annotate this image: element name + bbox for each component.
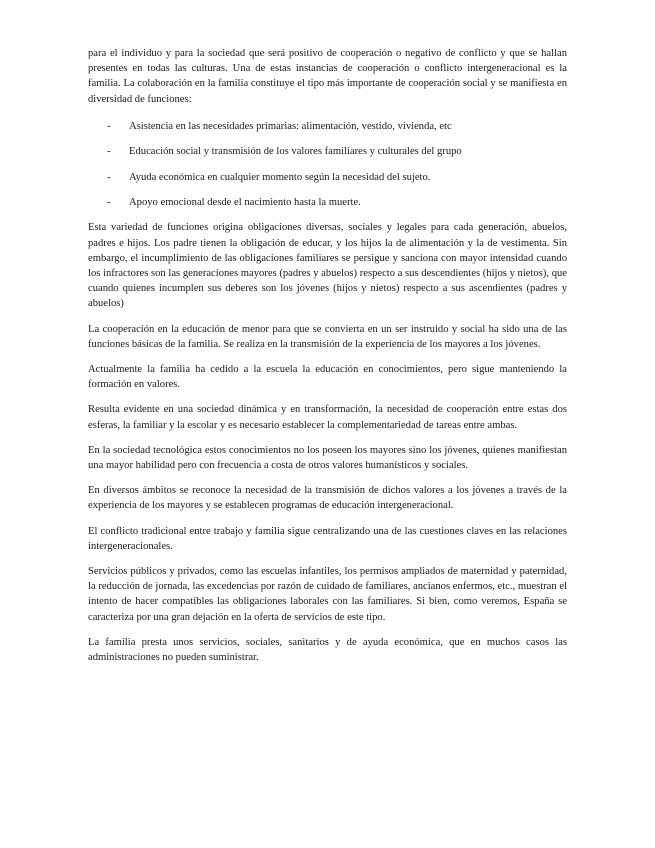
paragraph-work-family-conflict: El conflicto tradicional entre trabajo y familia sigue centralizando una de las cuestiones claves en las relaciones intergeneracionales. (88, 525, 567, 552)
paragraph-obligations: Esta variedad de funciones origina obligaciones diversas, sociales y legales para cada generación, abuelos, padres e hijos. Los padre tienen la obligación de educar, y los hijos la de alimentación y la de vestimenta. Sin embargo, el incumplimiento de las obligaciones familiares se persigue y sanciona con mayor intensidad cuando los infractores son las generaciones mayores (padres y abuelos) respecto a sus descendientes (hijos y nietos), que cuando quienes incumplen sus deberes son los jóvenes (hijos y nietos) respecto a sus ascendientes (padres y abuelos) (88, 222, 567, 310)
paragraph-services: Servicios públicos y privados, como las escuelas infantiles, los permisos ampliados de maternidad y paternidad, la reducción de jornada, las excedencias por razón de cuidado de familiares, ancianos enfermos, etc., muestran el intento de hacer compatibles las obligaciones laborales con las familiares. Si bien, como veremos, España se caracteriza por una gran dejación en la oferta de servicios de este tipo. (88, 566, 567, 623)
paragraph-technological-society: En la sociedad tecnológica estos conocimientos no los poseen los mayores sino los jóvenes, quienes manifiestan una mayor habilidad pero con frecuencia a costa de otros valores humanísticos y sociales. (88, 444, 567, 472)
list-item (88, 144, 567, 159)
list-item-text: Educación social y transmisión de los valores familiares y culturales del grupo (129, 146, 462, 158)
list-item-text: Ayuda económica en cualquier momento según la necesidad del sujeto. (129, 171, 431, 183)
functions-list (88, 119, 567, 210)
bullet-marker: - (107, 120, 111, 132)
list-item (88, 195, 567, 210)
intro-paragraph: para el individuo y para la sociedad que será positivo de cooperación o negativo de conflicto y que se hallan presentes en todas las culturas. Una de estas instancias de cooperación o conflicto intergeneracional es la familia. La colaboración en la familia constituye el tipo más importante de cooperación social y se manifiesta en diversidad de funciones: (88, 48, 567, 105)
paragraph-school: Actualmente la familia ha cedido a la escuela la educación en conocimientos, pero sigue manteniendo la formación en valores. (88, 364, 567, 391)
list-item-text: Apoyo emocional desde el nacimiento hasta la muerte. (129, 196, 361, 208)
bullet-marker: - (107, 171, 111, 183)
paragraph-family-services: La familia presta unos servicios, sociales, sanitarios y de ayuda económica, que en muchos casos las administraciones no pueden suministrar. (88, 636, 567, 664)
paragraph-education-cooperation: La cooperación en la educación de menor para que se convierta en un ser instruido y social ha sido una de las funciones básicas de la familia. Se realiza en la transmisión de la experiencia de los mayores a los jóvenes. (88, 323, 567, 350)
list-item (88, 170, 567, 185)
paragraph-two-spheres: Resulta evidente en una sociedad dinámica y en transformación, la necesidad de cooperación entre estas dos esferas, la familiar y la escolar y es necesario establecer la complementariedad de tareas entre ambas. (88, 404, 567, 431)
document-page (88, 46, 567, 675)
paragraph-intergenerational-programs: En diversos ámbitos se reconoce la necesidad de la transmisión de dichos valores a los jóvenes a través de la experiencia de los mayores y se establecen programas de educación intergeneracional. (88, 485, 567, 512)
bullet-marker: - (107, 146, 111, 158)
list-item-text: Asistencia en las necesidades primarias: alimentación, vestido, vivienda, etc (129, 120, 452, 132)
bullet-marker: - (107, 196, 111, 208)
list-item (88, 119, 567, 134)
